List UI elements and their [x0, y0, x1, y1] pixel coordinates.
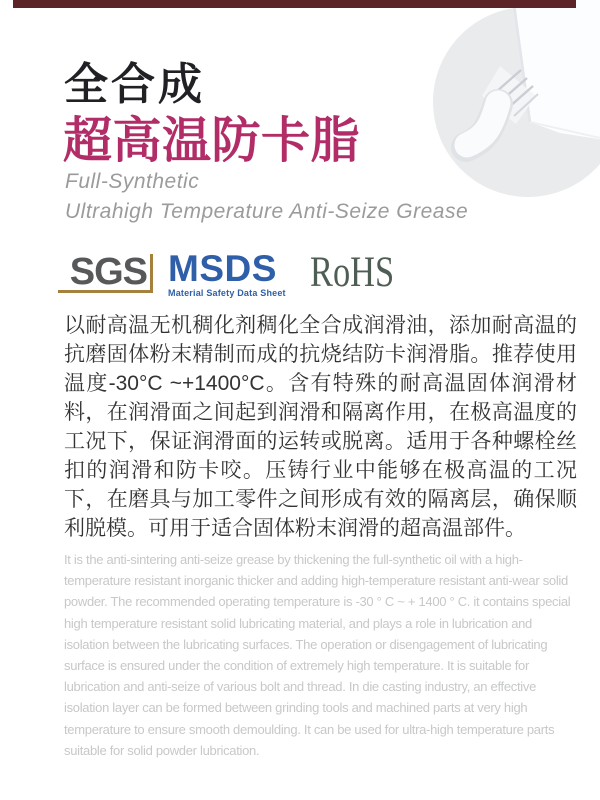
rohs-logo [310, 249, 395, 296]
page-title-cn-highlight: 超高温防卡脂 [63, 114, 361, 168]
sgs-logo [58, 251, 153, 293]
subtitle-line-2: Ultrahigh Temperature Anti-Seize Grease [65, 199, 469, 223]
msds-logo-tagline: Material Safety Data Sheet [168, 288, 286, 298]
msds-logo [168, 248, 286, 298]
sgs-logo-label: SGS [69, 251, 147, 293]
description-english: It is the anti-sintering anti-seize grease by thickening the full-synthetic oil with a high-temperature resistant inorganic thicker and adding high-temperature resistant anti-wear solid powder. The recommended operating temperature is -30 ° C ~ + 1400 ° C. it contains special high temperature resistant solid lubricating material, and plays a role in lubrication and isolation between the lubricating surfaces. The operation or disengagement of lubricating surface is ensured under the condition of extremely high temperature. It is suitable for lubrication and anti-seize of various bolt and thread. In die casting industry, an effective isolation layer can be formed between grinding tools and machined parts at very high temperature to ensure smooth demoulding. It can be used for ultra-high temperature parts suitable for solid powder lubrication. [64, 552, 571, 758]
page-title-cn: 全合成 [64, 60, 205, 109]
rohs-logo-label: RoHS [310, 249, 395, 296]
top-accent-bar [13, 0, 576, 8]
description-chinese: 以耐高温无机稠化剂稠化全合成润滑油，添加耐高温的抗磨固体粉末精制而成的抗烧结防卡润滑脂。推荐使用温度-30°C ~+1400°C。含有特殊的耐高温固体润滑材料，在润滑面之间起到润滑和隔离作用，在极高温度的工况下，保证润滑面的运转或脱离。适用于各种螺栓丝扣的润滑和防卡咬。压铸行业中能够在极高温的工况下，在磨具与加工零件之间形成有效的隔离层，确保顺利脱模。可用于适合固体粉末润滑的超高温部件。 [64, 314, 577, 540]
subtitle-line-1: Full-Synthetic [65, 170, 200, 193]
page-subtitle-en [65, 167, 468, 226]
msds-logo-label: MSDS [168, 248, 277, 289]
